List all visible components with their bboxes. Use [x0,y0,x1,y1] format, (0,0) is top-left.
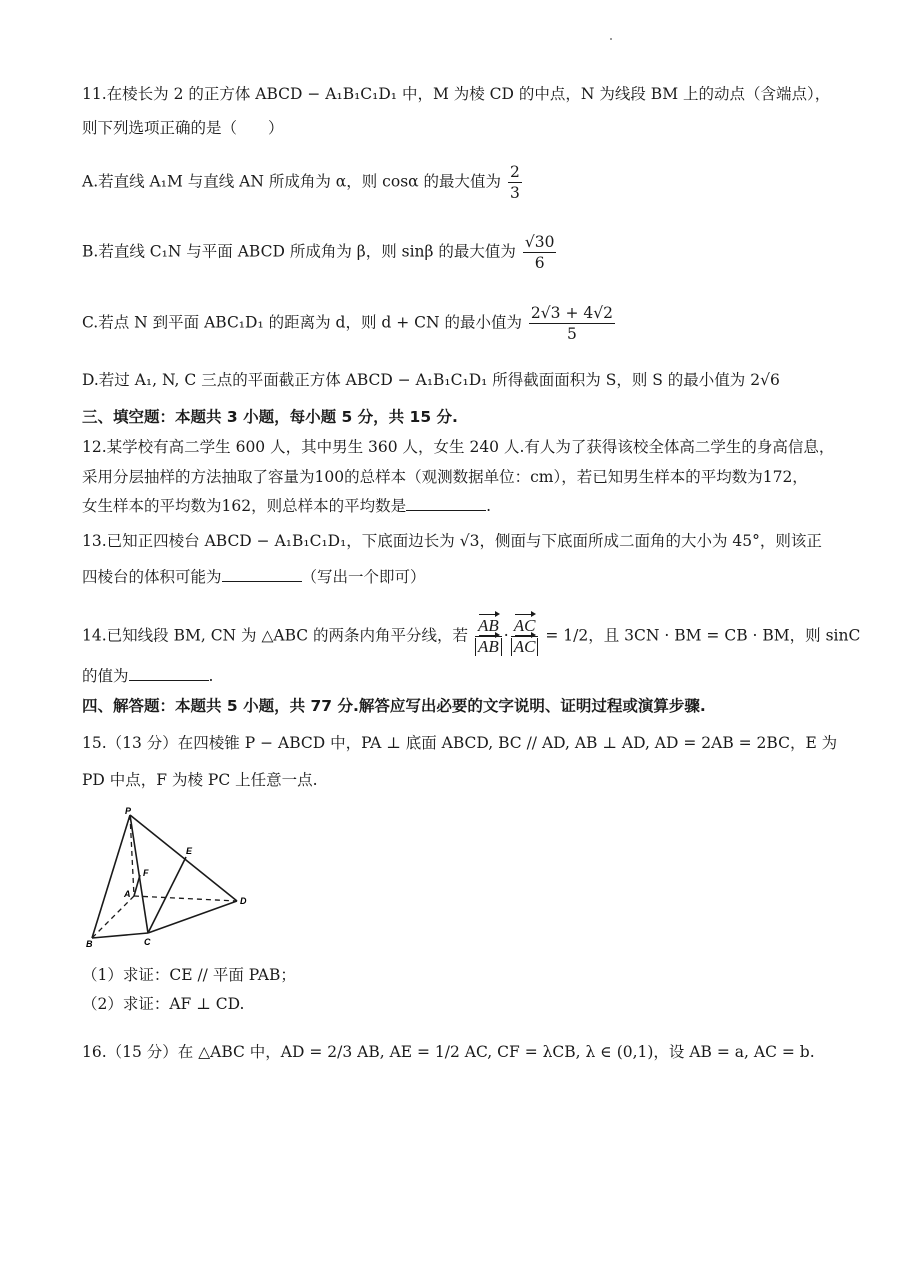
q15-subquestion-1: （1）求证：CE // 平面 PAB； [82,966,296,984]
answer-blank [406,496,486,511]
label-e: E [186,846,193,856]
q14-line2 [82,665,213,687]
q11-stem-line2: 则下列选项正确的是（ ） [82,119,284,137]
q12-line3 [82,495,491,517]
q11-stem-line1: 11.在棱长为 2 的正方体 ABCD − A₁B₁C₁D₁ 中，M 为棱 CD 的中点，N 为线段 BM 上的动点（含端点）， [82,85,831,103]
q15-line1: 15.（13 分）在四棱锥 P − ABCD 中，PA ⊥ 底面 ABCD, BC // AD, AB ⊥ AD, AD = 2AB = 2BC，E 为 [82,734,838,752]
q11-option-c [82,303,617,344]
q12-line1: 12.某学校有高二学生 600 人，其中男生 360 人，女生 240 人.有人为了获得该校全体高二学生的身高信息， [82,438,835,456]
fraction-numerator: √30 [524,233,555,251]
q11-option-a [82,162,524,203]
q14-pre: 14.已知线段 BM, CN 为 △ABC 的两条内角平分线，若 [82,626,469,645]
option-a-text: A.若直线 A₁M 与直线 AN 所成角为 α，则 cosα 的最大值为 [82,172,502,191]
q12-line2: 采用分层抽样的方法抽取了容量为100的总样本（观测数据单位：cm），若已知男生样本的平均数为172， [82,468,808,486]
section-3-heading: 三、填空题：本题共 3 小题，每小题 5 分，共 15 分. [82,408,458,426]
answer-blank [222,567,302,582]
answer-blank [129,666,209,681]
q12-line3-end: . [486,497,492,515]
pyramid-figure [82,805,257,950]
fraction-numerator: AC [511,616,539,637]
segment-af [134,875,140,896]
q13-line2-end: （写出一个即可） [301,568,426,586]
q13-line2-text: 四棱台的体积可能为 [82,568,222,586]
q14-unit-vector-ab [475,616,502,657]
q15-subquestion-2: （2）求证：AF ⊥ CD. [82,995,245,1013]
label-b: B [86,939,93,949]
q11-option-b [82,232,558,273]
q13-line1: 13.已知正四棱台 ABCD − A₁B₁C₁D₁，下底面边长为 √3，侧面与下底面所成二面角的大小为 45°，则该正 [82,532,822,550]
q14-mid: = 1/2，且 3CN · BM = CB · BM，则 sinC [545,626,861,645]
edge-pb [92,815,130,938]
q13-line2 [82,566,426,588]
q14-line1: 14.已知线段 BM, CN 为 △ABC 的两条内角平分线，若 $\frac{AB}{AB}$ · $\frac{AC}{AC}$ = 1/2，且 3CN · BM = CB · BM，则 sinC [82,616,861,656]
q14-line2-text: 的值为 [82,667,129,685]
label-p: P [125,806,132,816]
section-4-heading: 四、解答题：本题共 5 小题，共 77 分.解答应写出必要的文字说明、证明过程或演算步骤. [82,697,706,715]
q11-option-d: D.若过 A₁, N, C 三点的平面截正方体 ABCD − A₁B₁C₁D₁ 所得截面面积为 S，则 S 的最小值为 2√6 [82,371,780,389]
q14-unit-vector-ac [511,616,539,657]
option-b-text: B.若直线 C₁N 与平面 ABCD 所成角为 β，则 sinβ 的最大值为 [82,242,516,261]
scan-dot [610,38,612,40]
q15-line2: PD 中点，F 为棱 PC 上任意一点. [82,771,318,789]
fraction-denominator: 6 [534,254,545,272]
q14-line2-end: . [208,667,214,685]
fraction-denominator: AC [511,637,539,657]
option-c-text: C.若点 N 到平面 ABC₁D₁ 的距离为 d，则 d + CN 的最小值为 [82,313,522,332]
fraction-denominator: 5 [567,325,577,343]
option-a-fraction [508,162,522,203]
fraction-denominator: 3 [509,184,520,202]
edge-ad [134,896,237,901]
fraction-numerator: AB [475,616,502,637]
option-b-fraction [523,232,557,273]
q16-line1: 16.（15 分）在 △ABC 中，AD = 2/3 AB, AE = 1/2 AC, CF = λCB, λ ∈ (0,1)，设 AB = a, AC = b. [82,1043,815,1061]
label-f: F [143,868,149,878]
edge-bc [92,933,148,938]
fraction-numerator: 2√3 + 4√2 [530,304,613,322]
option-c-fraction [529,303,615,344]
label-c: C [144,937,151,947]
fraction-numerator: 2 [509,163,520,181]
q12-line3-text: 女生样本的平均数为162，则总样本的平均数是 [82,497,407,515]
edge-pd [130,815,237,901]
fraction-denominator: AB [475,637,502,657]
label-a: A [124,889,131,899]
label-d: D [240,896,247,906]
